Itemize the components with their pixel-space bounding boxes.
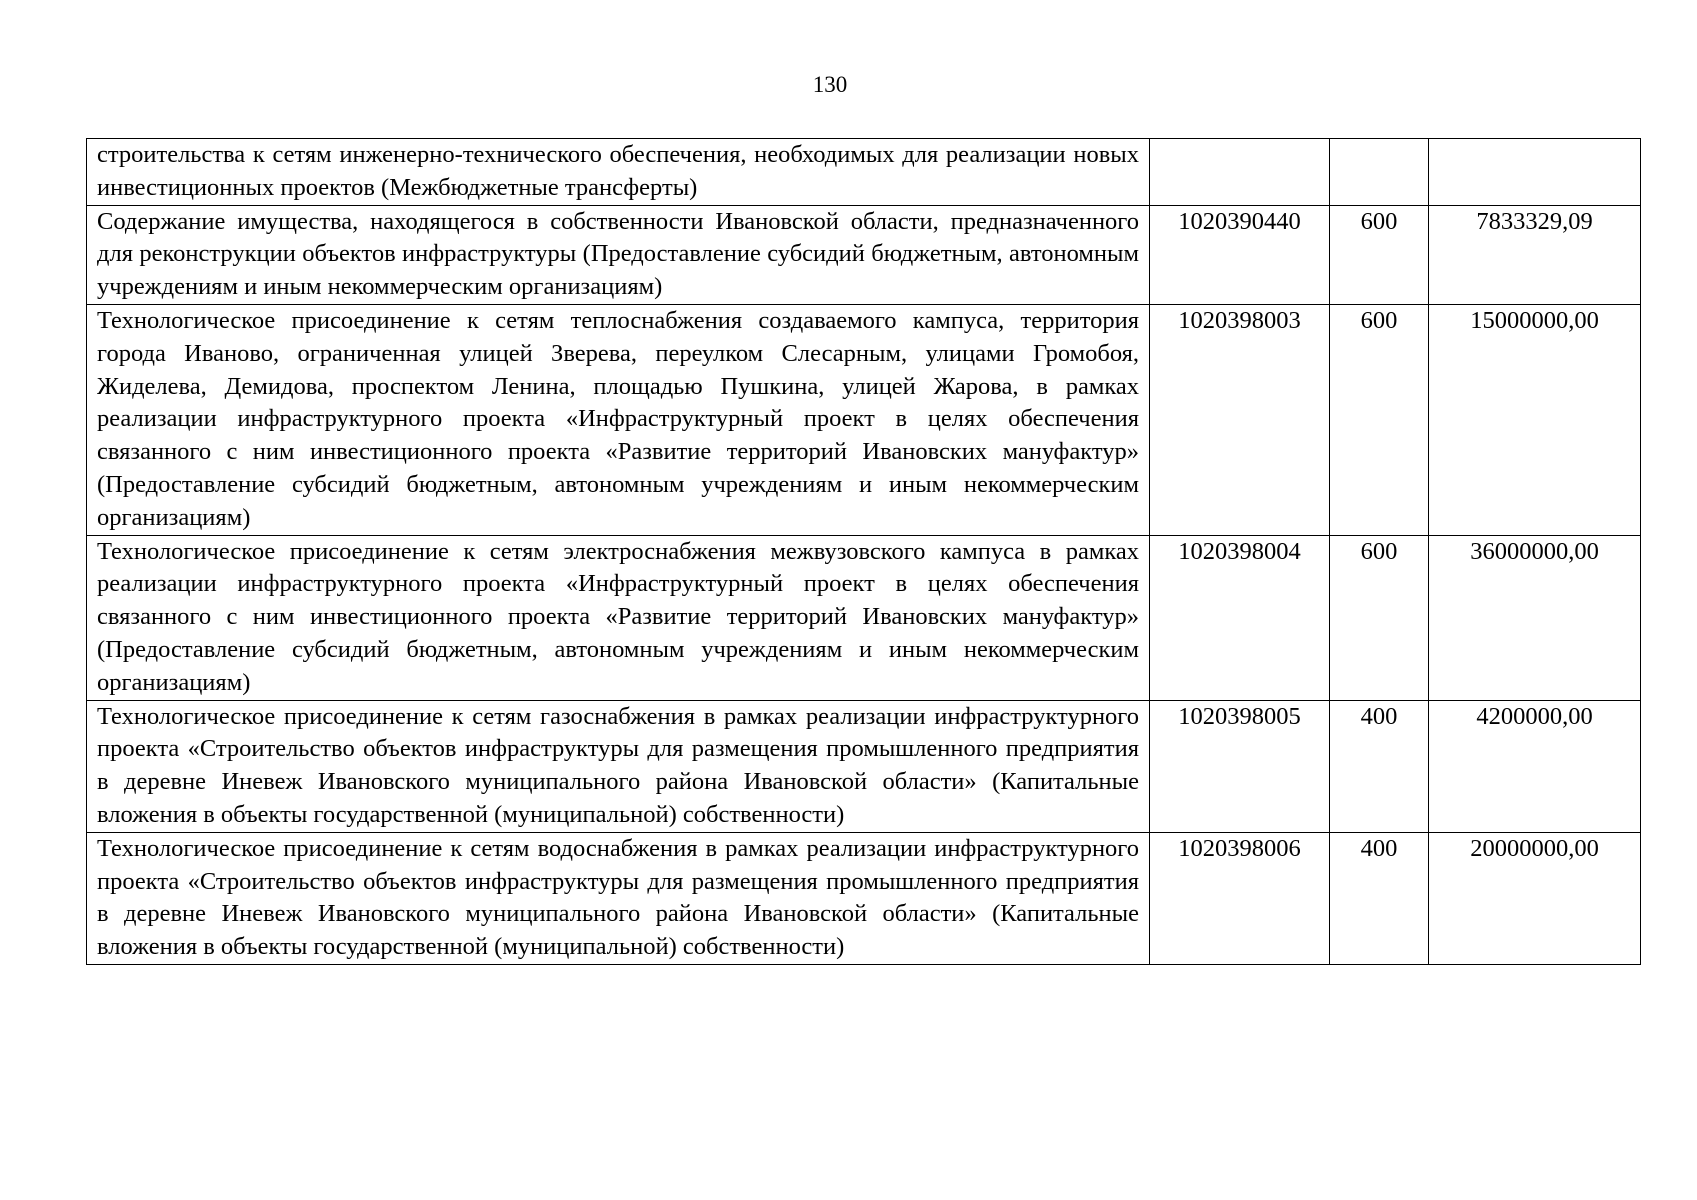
row-amount: 15000000,00 — [1429, 304, 1641, 535]
row-expense-type: 600 — [1330, 205, 1429, 304]
row-expense-type: 400 — [1330, 700, 1429, 832]
row-target-code: 1020398005 — [1150, 700, 1330, 832]
table-row — [87, 205, 1641, 304]
row-amount: 7833329,09 — [1429, 205, 1641, 304]
page-number: 130 — [812, 72, 848, 97]
row-description: Содержание имущества, находящегося в собственности Ивановской области, предназначенного для реконструкции объектов инфраструктуры (Предоставление субсидий бюджетным, автономным учреждениям и иным некоммерческим организациям) — [87, 205, 1150, 304]
row-amount — [1429, 139, 1641, 206]
row-target-code: 1020398004 — [1150, 535, 1330, 700]
row-target-code — [1150, 139, 1330, 206]
row-expense-type — [1330, 139, 1429, 206]
row-description: Технологическое присоединение к сетям газоснабжения в рамках реализации инфраструктурного проекта «Строительство объектов инфраструктуры для размещения промышленного предприятия в деревне Иневеж Ивановского муниципального района Ивановской области» (Капитальные вложения в объекты государственной (муниципальной) собственности) — [87, 700, 1150, 832]
row-description: строительства к сетям инженерно-технического обеспечения, необходимых для реализации новых инвестиционных проектов (Межбюджетные трансферты) — [87, 139, 1150, 206]
table-row — [87, 700, 1641, 832]
row-description: Технологическое присоединение к сетям электроснабжения межвузовского кампуса в рамках реализации инфраструктурного проекта «Инфраструктурный проект в целях обеспечения связанного с ним инвестиционного проекта «Развитие территорий Ивановских мануфактур» (Предоставление субсидий бюджетным, автономным учреждениям и иным некоммерческим организациям) — [87, 535, 1150, 700]
row-expense-type: 400 — [1330, 832, 1429, 964]
row-description: Технологическое присоединение к сетям водоснабжения в рамках реализации инфраструктурного проекта «Строительство объектов инфраструктуры для размещения промышленного предприятия в деревне Иневеж Ивановского муниципального района Ивановской области» (Капитальные вложения в объекты государственной (муниципальной) собственности) — [87, 832, 1150, 964]
row-target-code: 1020398006 — [1150, 832, 1330, 964]
table-row — [87, 304, 1641, 535]
table-row — [87, 832, 1641, 964]
row-amount: 20000000,00 — [1429, 832, 1641, 964]
row-expense-type: 600 — [1330, 535, 1429, 700]
row-expense-type: 600 — [1330, 304, 1429, 535]
row-amount: 4200000,00 — [1429, 700, 1641, 832]
table-row — [87, 139, 1641, 206]
row-amount: 36000000,00 — [1429, 535, 1641, 700]
row-target-code: 1020398003 — [1150, 304, 1330, 535]
row-target-code: 1020390440 — [1150, 205, 1330, 304]
budget-table — [86, 138, 1641, 965]
row-description: Технологическое присоединение к сетям теплоснабжения создаваемого кампуса, территория города Иваново, ограниченная улицей Зверева, переулком Слесарным, улицами Громобоя, Жиделева, Демидова, проспектом Ленина, площадью Пушкина, улицей Жарова, в рамках реализации инфраструктурного проекта «Инфраструктурный проект в целях обеспечения связанного с ним инвестиционного проекта «Развитие территорий Ивановских мануфактур» (Предоставление субсидий бюджетным, автономным учреждениям и иным некоммерческим организациям) — [87, 304, 1150, 535]
table-row — [87, 535, 1641, 700]
